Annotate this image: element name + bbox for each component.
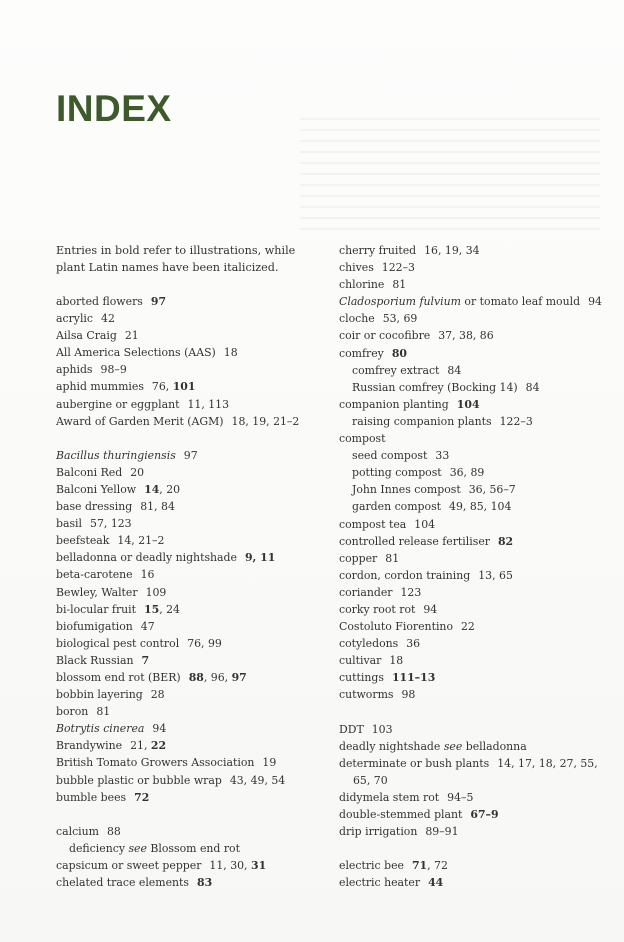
entry-term: determinate or bush plants — [339, 756, 490, 770]
section-gap — [56, 430, 320, 447]
entry-term: Russian comfrey (Bocking 14) — [352, 380, 518, 394]
illustration-page-ref: 111–13 — [391, 671, 436, 685]
entry-term: electric heater — [339, 876, 421, 890]
index-entry — [339, 874, 607, 891]
illustration-page-ref: 14 — [144, 482, 160, 496]
page-ref: 103 — [371, 722, 393, 736]
entry-term: cordon, cordon training — [339, 568, 471, 582]
page-ref: , 96, — [203, 670, 232, 684]
index-entry — [56, 737, 320, 754]
index-entry — [56, 823, 320, 840]
index-entry — [339, 738, 607, 755]
entry-term-suffix: belladonna — [462, 739, 527, 753]
index-entry — [339, 806, 607, 823]
page-numbers — [414, 518, 435, 531]
entry-term: All America Selections (AAS) — [56, 346, 216, 360]
illustration-page-ref: 82 — [497, 534, 514, 548]
page-numbers — [262, 756, 276, 769]
page-ref: 18, 19, 21–2 — [231, 414, 300, 428]
entry-term: seed compost — [352, 449, 428, 463]
page-ref: 36, 56–7 — [468, 483, 516, 497]
entry-term: double-stemmed plant — [339, 808, 463, 821]
page-ref: 98–9 — [100, 363, 127, 377]
page-numbers — [230, 774, 285, 787]
page-numbers — [383, 312, 418, 325]
entry-term: aborted flowers — [56, 295, 143, 308]
page-ref: 21 — [124, 329, 139, 343]
entry-term: Brandywine — [56, 739, 123, 753]
index-subentry — [339, 379, 607, 396]
entry-term: British Tomato Growers Association — [56, 756, 255, 770]
page-numbers — [447, 791, 473, 804]
page-ref: 28 — [150, 688, 165, 702]
page-numbers — [392, 671, 435, 684]
page-numbers — [438, 329, 493, 342]
entry-term: Bacillus thuringiensis — [56, 448, 176, 462]
index-entry — [339, 310, 607, 327]
index-entry — [56, 344, 320, 361]
entry-term: chives — [339, 261, 374, 275]
page-numbers — [469, 483, 516, 496]
page-numbers — [144, 483, 180, 496]
entry-term: Botrytis cinerea — [56, 722, 145, 736]
page-ref: 81 — [392, 278, 407, 292]
page-ref: 57, 123 — [90, 517, 132, 531]
entry-term: comfrey extract — [352, 363, 440, 377]
index-entry — [339, 533, 607, 550]
page-numbers — [209, 859, 266, 872]
page-ref: 94 — [152, 722, 167, 736]
page-numbers — [435, 449, 449, 462]
index-entry — [339, 721, 607, 738]
page-numbers — [96, 705, 110, 718]
page-ref: 33 — [435, 449, 450, 463]
entry-term: base dressing — [56, 500, 133, 514]
index-entry — [339, 857, 607, 874]
page-numbers — [130, 466, 144, 479]
page-ref: 47 — [140, 619, 155, 633]
page-numbers — [130, 739, 166, 752]
index-entry — [339, 669, 607, 686]
entry-term-suffix: Blossom end rot — [146, 841, 240, 855]
index-entry — [56, 566, 320, 583]
page-numbers — [447, 364, 461, 377]
page-numbers — [402, 688, 416, 701]
entry-term: bumble bees — [56, 790, 127, 804]
entry-term: Ailsa Craig — [56, 329, 117, 343]
entry-term: corky root rot — [339, 602, 416, 616]
page-ref: 36, 89 — [449, 466, 485, 480]
entry-term: Bewley, Walter — [56, 585, 138, 599]
entry-term: raising companion plants — [352, 414, 492, 428]
page-ref: 36 — [406, 637, 421, 651]
page-numbers — [478, 569, 513, 582]
page-numbers — [424, 244, 479, 257]
index-entry — [56, 772, 320, 789]
entry-term: blossom end rot (BER) — [56, 670, 181, 684]
page-numbers — [425, 825, 458, 838]
entry-term: beefsteak — [56, 534, 110, 548]
entry-term: coriander — [339, 585, 393, 599]
page-ref: 53, 69 — [382, 312, 418, 326]
index-entry — [56, 669, 320, 686]
entry-term: calcium — [56, 824, 99, 838]
page-numbers — [187, 637, 222, 650]
page-numbers — [500, 415, 533, 428]
page-ref: 98 — [401, 688, 416, 702]
index-entry — [56, 481, 320, 498]
illustration-page-ref: 71 — [411, 859, 428, 873]
page-numbers — [423, 603, 437, 616]
page-ref: 122–3 — [499, 414, 533, 428]
entry-term: compost tea — [339, 517, 407, 531]
entry-term: cotyledons — [339, 637, 399, 651]
index-entry — [339, 567, 607, 584]
entry-term: coir or cocofibre — [339, 329, 431, 343]
page-numbers — [141, 620, 155, 633]
entry-term: DDT — [339, 722, 364, 736]
page-title: INDEX — [56, 88, 172, 129]
index-entry — [56, 601, 320, 618]
entry-term: Balconi Red — [56, 465, 123, 479]
entry-term: cherry fruited — [339, 244, 417, 257]
illustration-page-ref: 72 — [134, 790, 150, 804]
entry-term: John Innes compost — [352, 483, 461, 497]
entry-term: deadly nightshade — [339, 739, 444, 753]
entry-term: controlled release fertiliser — [339, 534, 490, 548]
page-numbers — [90, 517, 132, 530]
entry-term: basil — [56, 517, 83, 531]
page-numbers — [125, 329, 139, 342]
entry-term: chelated trace elements — [56, 876, 189, 889]
entry-term: cloche — [339, 312, 375, 326]
index-entry — [56, 515, 320, 532]
index-entry — [339, 242, 607, 259]
page-ref: 42 — [101, 312, 115, 326]
entry-term: deficiency — [69, 841, 129, 855]
entry-term: drip irrigation — [339, 825, 418, 839]
page-ref: 122–3 — [381, 261, 415, 275]
entry-term: cutworms — [339, 688, 394, 702]
index-entry — [56, 413, 320, 430]
page-numbers — [449, 500, 511, 513]
illustration-page-ref: 9, 11 — [244, 551, 276, 565]
index-entry — [339, 516, 607, 533]
page-ref: 81 — [96, 705, 111, 719]
index-subentry — [339, 413, 607, 430]
entry-term: cuttings — [339, 671, 384, 685]
page-numbers — [134, 791, 149, 804]
page-ref: 13, 65 — [478, 568, 513, 582]
section-gap — [339, 704, 607, 721]
page-numbers — [385, 552, 399, 565]
entry-term: didymela stem rot — [339, 790, 440, 804]
page-ref: 16 — [140, 568, 155, 582]
page-ref: 43, 49, 54 — [229, 773, 286, 787]
page-ref: 94 — [588, 295, 602, 309]
index-column-right — [339, 242, 607, 891]
index-column-left — [56, 293, 320, 891]
illustration-page-ref: 97 — [231, 670, 247, 684]
page-ref: 76, 99 — [187, 636, 222, 650]
entry-term: biological pest control — [56, 636, 180, 650]
index-entry — [56, 549, 320, 566]
page-numbers — [382, 261, 415, 274]
page-ref: 109 — [145, 585, 167, 599]
page-ref: 123 — [400, 585, 422, 599]
index-subentry — [339, 464, 607, 481]
page-ref: 94 — [423, 602, 438, 616]
entry-term: Cladosporium fulvium — [339, 295, 461, 309]
section-gap — [56, 806, 320, 823]
page-numbers — [457, 398, 480, 411]
page-numbers — [187, 398, 229, 411]
page-numbers — [197, 876, 212, 889]
page-numbers — [151, 295, 166, 308]
illustration-page-ref: 80 — [391, 346, 407, 360]
index-entry — [339, 345, 607, 362]
page-numbers — [526, 381, 540, 394]
page-numbers — [412, 859, 448, 872]
entry-term: garden compost — [352, 500, 442, 514]
illustration-page-ref: 104 — [456, 397, 480, 411]
page-numbers — [232, 415, 300, 428]
page-ref: 76, — [151, 380, 173, 394]
page-numbers — [400, 586, 421, 599]
page-ref: 89–91 — [425, 825, 459, 839]
index-entry — [56, 464, 320, 481]
entry-term: aubergine or eggplant — [56, 397, 180, 411]
page-numbers — [152, 722, 166, 735]
entry-term: Costoluto Fiorentino — [339, 620, 453, 634]
page-ref: 18 — [389, 654, 404, 668]
page-ref: 16, 19, 34 — [424, 244, 480, 257]
index-entry — [339, 635, 607, 652]
page-ref: 104 — [414, 517, 436, 531]
index-subentry — [56, 840, 320, 857]
page-numbers — [142, 654, 150, 667]
page-ref: 18 — [223, 346, 238, 360]
page-ref: 19 — [262, 756, 277, 770]
entry-term: companion planting — [339, 397, 449, 411]
index-entry — [339, 327, 607, 344]
index-entry — [56, 652, 320, 669]
index-entry — [339, 618, 607, 635]
page-numbers — [588, 295, 602, 308]
illustration-page-ref: 101 — [172, 380, 196, 394]
illustration-page-ref: 7 — [141, 653, 150, 667]
page-ref: 21, — [130, 739, 151, 753]
index-entry — [56, 396, 320, 413]
page-numbers — [224, 346, 238, 359]
section-gap — [339, 840, 607, 857]
page-numbers — [392, 278, 406, 291]
page-numbers — [389, 654, 403, 667]
page-numbers — [152, 380, 196, 393]
page-numbers — [428, 876, 443, 889]
see-reference: see — [128, 841, 147, 855]
index-entry — [56, 686, 320, 703]
page-numbers — [392, 347, 407, 360]
index-entry — [56, 789, 320, 806]
entry-term: copper — [339, 551, 378, 565]
index-entry — [339, 686, 607, 703]
entry-term: Balconi Yellow — [56, 482, 137, 496]
page-numbers — [189, 671, 247, 684]
entry-term: compost — [339, 432, 386, 446]
page-numbers — [140, 500, 175, 513]
page-ref: 14, 17, 18, 27, 55, 65, 70 — [353, 756, 598, 787]
index-subentry — [339, 498, 607, 515]
entry-term: potting compost — [352, 466, 442, 480]
illustration-page-ref: 83 — [197, 876, 213, 889]
page-ref: 20 — [130, 465, 145, 479]
index-entry — [339, 601, 607, 618]
page-numbers — [470, 808, 498, 821]
index-entry — [56, 874, 320, 891]
page-ref: 11, 113 — [187, 397, 230, 411]
index-entry — [339, 550, 607, 567]
index-entry — [339, 823, 607, 840]
page-numbers — [151, 688, 165, 701]
page-ref: , 20 — [159, 482, 181, 496]
illustration-page-ref: 44 — [428, 876, 444, 890]
entry-term-suffix: or tomato leaf mould — [460, 295, 581, 309]
index-subentry — [339, 362, 607, 379]
illustration-page-ref: 97 — [150, 295, 167, 308]
page-ref: 88 — [107, 824, 121, 838]
entry-term: boron — [56, 705, 89, 719]
index-entry — [339, 396, 607, 413]
illustration-page-ref: 31 — [251, 858, 267, 872]
entry-term: Award of Garden Merit (AGM) — [56, 414, 224, 428]
entry-term: comfrey — [339, 346, 384, 360]
page-numbers — [461, 620, 475, 633]
illustration-page-ref: 15 — [144, 602, 160, 616]
index-entry — [339, 652, 607, 669]
page-numbers — [107, 825, 121, 838]
entry-term: chlorine — [339, 278, 385, 292]
page-ref: 84 — [525, 380, 540, 394]
page-ref: 37, 38, 86 — [438, 329, 494, 343]
index-entry — [56, 584, 320, 601]
page-numbers — [101, 363, 127, 376]
index-entry — [339, 430, 607, 447]
page-ref: 11, 30, — [209, 858, 251, 872]
index-entry — [56, 720, 320, 737]
entry-term: bi-locular fruit — [56, 602, 137, 616]
index-entry — [339, 259, 607, 276]
entry-term: electric bee — [339, 859, 404, 873]
index-entry — [339, 789, 607, 806]
index-entry — [56, 293, 320, 310]
index-subentry — [339, 481, 607, 498]
page-ref: 14, 21–2 — [117, 534, 165, 548]
index-entry — [56, 857, 320, 874]
page-numbers — [146, 586, 167, 599]
index-entry — [56, 703, 320, 720]
page-numbers — [406, 637, 420, 650]
index-entry — [339, 276, 607, 293]
page-numbers — [450, 466, 485, 479]
see-reference: see — [443, 739, 463, 753]
page-numbers — [372, 723, 393, 736]
page-ref: 81, 84 — [140, 500, 175, 514]
index-entry — [339, 584, 607, 601]
index-entry — [56, 618, 320, 635]
entry-term: bobbin layering — [56, 688, 143, 702]
entry-term: cultivar — [339, 654, 382, 668]
index-entry — [56, 635, 320, 652]
index-entry — [56, 532, 320, 549]
entry-term: biofumigation — [56, 619, 133, 633]
entry-term: aphid mummies — [56, 380, 144, 394]
index-entry — [56, 498, 320, 515]
illustration-page-ref: 67–9 — [470, 808, 499, 821]
page-ref: 22 — [461, 620, 475, 634]
index-entry — [56, 327, 320, 344]
entry-term: aphids — [56, 363, 93, 377]
index-intro: Entries in bold refer to illustrations, while plant Latin names have been italicized. — [56, 244, 296, 274]
index-entry — [56, 447, 320, 464]
page-ref: , 72 — [427, 859, 448, 873]
entry-term: belladonna or deadly nightshade — [56, 551, 237, 565]
page-numbers — [117, 534, 164, 547]
index-entry — [56, 310, 320, 327]
index-entry — [56, 754, 320, 771]
page-ref: , 24 — [159, 602, 180, 616]
page-numbers — [498, 535, 513, 548]
page-ref: 84 — [447, 363, 462, 377]
index-entry — [339, 293, 607, 310]
illustration-page-ref: 22 — [150, 739, 167, 753]
entry-term: bubble plastic or bubble wrap — [56, 773, 222, 787]
index-entry — [56, 378, 320, 395]
page-ref: 94–5 — [447, 790, 474, 804]
page-numbers — [101, 312, 115, 325]
page-numbers — [245, 551, 275, 564]
entry-term: beta-carotene — [56, 568, 133, 582]
page-numbers — [141, 568, 155, 581]
show-through-lines — [300, 118, 600, 238]
index-subentry — [339, 447, 607, 464]
index-entry — [56, 361, 320, 378]
page-ref: 81 — [385, 551, 400, 565]
page-ref: 49, 85, 104 — [449, 500, 512, 514]
entry-term: Black Russian — [56, 653, 134, 667]
index-entry — [339, 755, 607, 789]
entry-term: acrylic — [56, 312, 94, 326]
illustration-page-ref: 88 — [188, 670, 204, 684]
page-numbers — [144, 603, 180, 616]
page-ref: 97 — [183, 448, 198, 462]
page-numbers — [184, 449, 198, 462]
entry-term: capsicum or sweet pepper — [56, 858, 202, 872]
